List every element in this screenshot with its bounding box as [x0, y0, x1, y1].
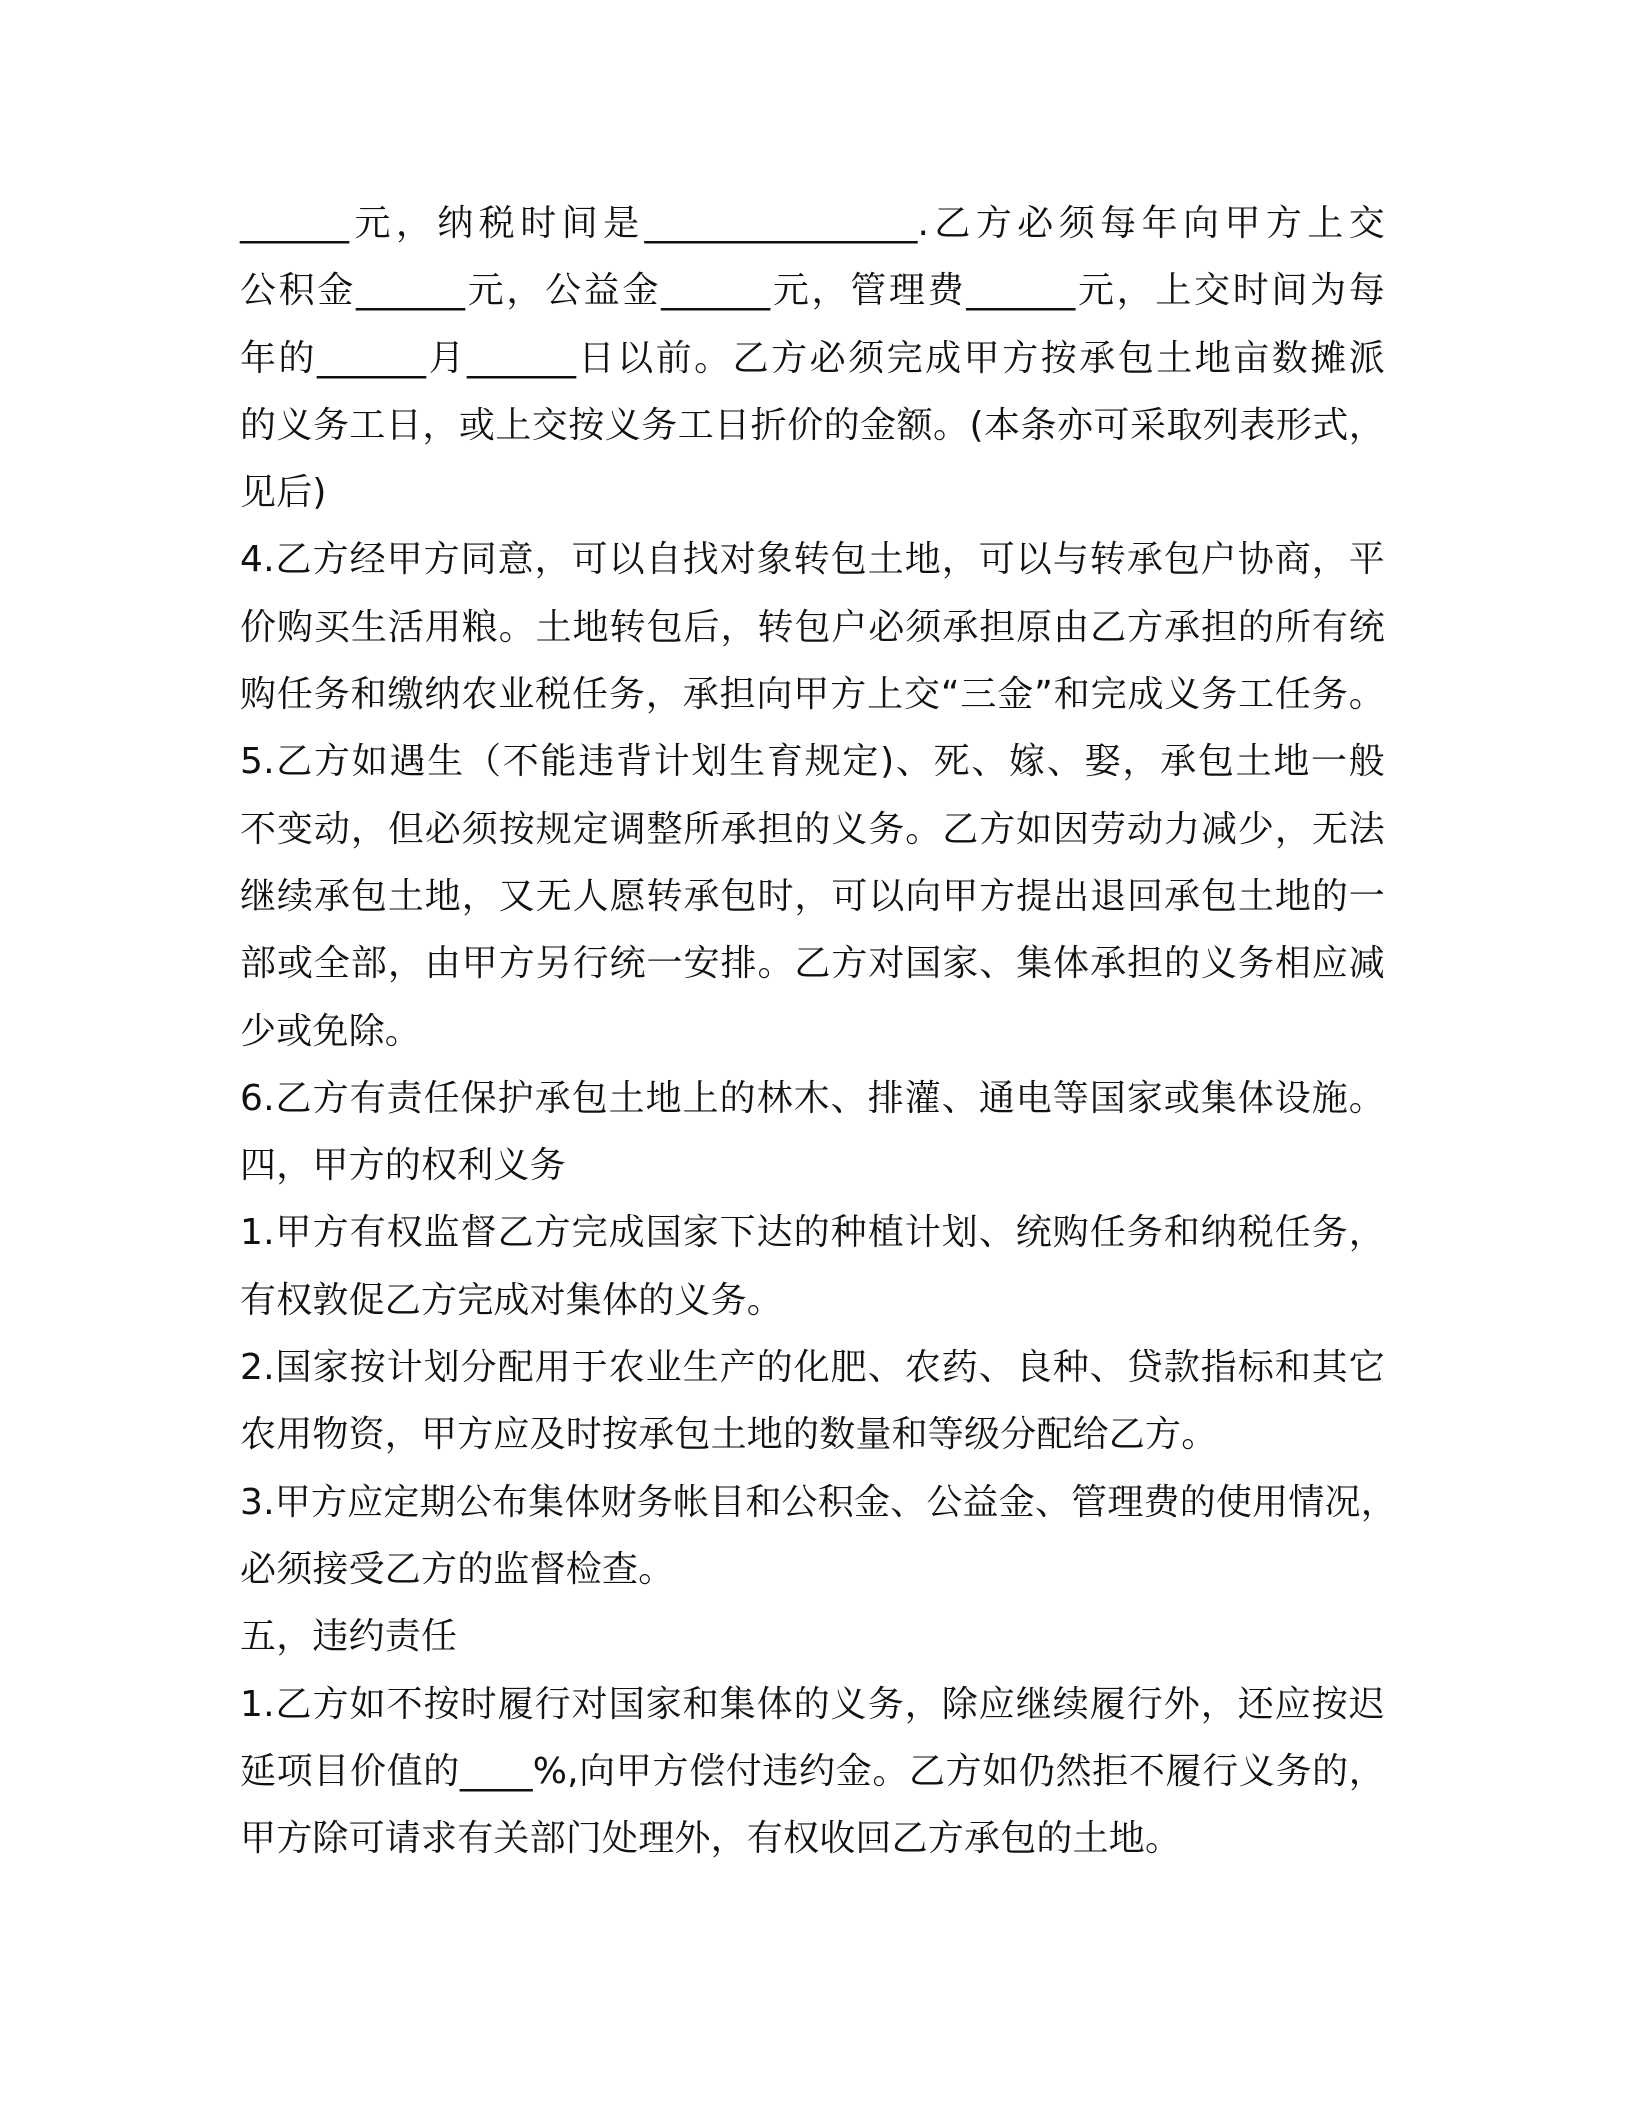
- section-heading-breach: 五，违约责任: [240, 1616, 458, 1658]
- clause-4-line: 价购买生活用粮。土地转包后，转包户必须承担原由乙方承担的所有统: [240, 606, 1385, 648]
- paragraph-line: 公积金______元，公益金______元，管理费______元，上交时间为每: [240, 270, 1385, 312]
- clause-5-line: 少或免除。: [240, 1010, 422, 1052]
- clause-5-line: 继续承包土地，又无人愿转承包时，可以向甲方提出退回承包土地的一: [240, 875, 1385, 917]
- breach-clause-1-line: 延项目价值的____%,向甲方偿付违约金。乙方如仍然拒不履行义务的，: [240, 1750, 1385, 1792]
- party-a-clause-3-line: 3.甲方应定期公布集体财务帐目和公积金、公益金、管理费的使用情况，: [240, 1481, 1397, 1523]
- party-a-clause-2-line: 农用物资，甲方应及时按承包土地的数量和等级分配给乙方。: [240, 1414, 1218, 1456]
- clause-5-line: 部或全部，由甲方另行统一安排。乙方对国家、集体承担的义务相应减: [240, 943, 1385, 985]
- party-a-clause-2-line: 2.国家按计划分配用于农业生产的化肥、农药、良种、贷款指标和其它: [240, 1347, 1385, 1389]
- party-a-clause-3-line: 必须接受乙方的监督检查。: [240, 1548, 675, 1590]
- breach-clause-1-line: 甲方除可请求有关部门处理外，有权收回乙方承包的土地。: [240, 1818, 1182, 1860]
- paragraph-line: ______元，纳税时间是_______________.乙方必须每年向甲方上交: [240, 203, 1385, 244]
- clause-4-line: 购任务和缴纳农业税任务，承担向甲方上交“三金”和完成义务工任务。: [240, 674, 1385, 716]
- clause-6-line: 6.乙方有责任保护承包土地上的林木、排灌、通电等国家或集体设施。: [240, 1077, 1385, 1119]
- clause-5-line: 不变动，但必须按规定调整所承担的义务。乙方如因劳动力减少，无法: [240, 808, 1385, 850]
- party-a-clause-1-line: 有权敦促乙方完成对集体的义务。: [240, 1279, 784, 1321]
- paragraph-line: 见后): [240, 472, 327, 514]
- paragraph-line: 的义务工日，或上交按义务工日折价的金额。(本条亦可采取列表形式，: [240, 404, 1385, 446]
- clause-4-line: 4.乙方经甲方同意，可以自找对象转包土地，可以与转承包户协商，平: [240, 539, 1385, 581]
- clause-5-line: 5.乙方如遇生（不能违背计划生育规定)、死、嫁、娶，承包土地一般: [240, 741, 1385, 783]
- section-heading-party-a: 四，甲方的权利义务: [240, 1145, 566, 1187]
- breach-clause-1-line: 1.乙方如不按时履行对国家和集体的义务，除应继续履行外，还应按迟: [240, 1683, 1385, 1725]
- paragraph-line: 年的______月______日以前。乙方必须完成甲方按承包土地亩数摊派: [240, 337, 1385, 379]
- document-body: [240, 190, 1397, 1872]
- party-a-clause-1-line: 1.甲方有权监督乙方完成国家下达的种植计划、统购任务和纳税任务，: [240, 1212, 1385, 1254]
